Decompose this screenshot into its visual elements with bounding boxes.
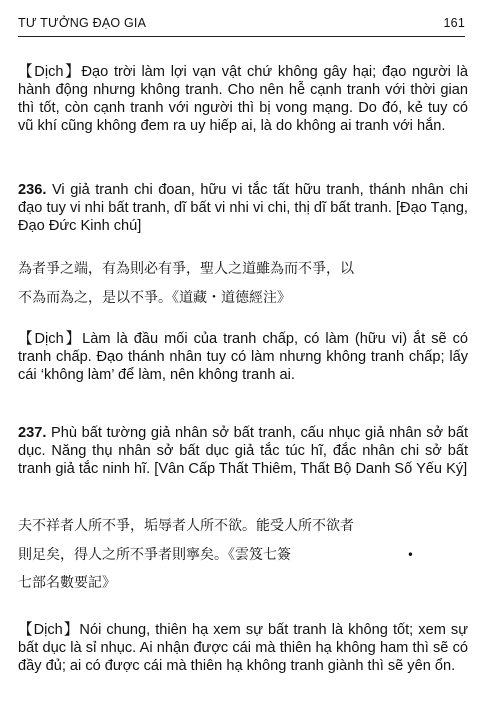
entry-237-chinese-line-2-row <box>18 548 468 562</box>
entry-236-chinese-line-1: 為者爭之端，有為則必有爭，聖人之道雖為而不爭，以 <box>18 261 354 277</box>
entry-237-romanized <box>18 424 468 478</box>
entry-237-chinese-line-2: 則足矣，得人之所不爭者則寧矣。《雲笈七簽 <box>18 547 291 563</box>
bullet-mark: • <box>406 548 414 562</box>
entry-236-translation: 【Dịch】Làm là đầu mối của tranh chấp, có làm (hữu vi) ắt sẽ có tranh chấp. Đạo thánh nhân tuy có làm nhưng không tranh chấp; lấy cái ‘không làm’ để làm, nên không tranh ai. <box>18 331 468 383</box>
entry-236-text: Vi giả tranh chi đoan, hữu vi tắc tất hữu tranh, thánh nhân chi đạo tuy vi nhi bất tranh, dĩ bất vi nhi vi chi, thị dĩ bất tranh. [Đạo Tạng, Đạo Đức Kinh chú] <box>18 182 468 234</box>
translation-paragraph-235: 【Dịch】Đạo trời làm lợi vạn vật chứ không gây hại; đạo người là hành động nhưng không tranh. Cho nên hễ cạnh tranh với thời gian thì tốt, còn cạnh tranh với người thì bị vong mạng. Do đó, kẻ tuy có vũ khí cũng không đem ra uy hiếp ai, là do không ai tranh với hắn. <box>18 64 468 134</box>
running-header <box>18 14 465 37</box>
entry-237-translation: 【Dịch】Nói chung, thiên hạ xem sự bất tranh là không tốt; xem sự bất dục là sỉ nhục. Ai nhận được cái mà thiên hạ không ham thì sẽ có đầy đủ; ai có được cái mà thiên hạ không tranh giành thì sẽ yên ổn. <box>18 622 468 674</box>
header-title: TƯ TƯỞNG ĐẠO GIA <box>18 16 147 30</box>
entry-237-chinese-line-1: 夫不祥者人所不爭，垢辱者人所不欲。能受人所不欲者 <box>18 518 354 534</box>
entry-236-romanized <box>18 181 468 235</box>
entry-236-chinese-line-2: 不為而為之，是以不爭。《道藏・道德經注》 <box>18 290 291 306</box>
entry-237-chinese-line-3: 七部名數要記》 <box>18 575 116 591</box>
page-number: 161 <box>443 16 465 30</box>
entry-236-number: 236. <box>18 182 47 198</box>
entry-237-number: 237. <box>18 425 47 441</box>
entry-237-text: Phù bất tường giả nhân sở bất tranh, cấu nhục giả nhân sở bất dục. Năng thụ nhân sở bất dục giả tắc túc hĩ, đắc nhân chi sở bất tranh giả tắc ninh hĩ. [Vân Cấp Thất Thiêm, Thất Bộ Danh Số Yếu Ký] <box>18 425 468 477</box>
